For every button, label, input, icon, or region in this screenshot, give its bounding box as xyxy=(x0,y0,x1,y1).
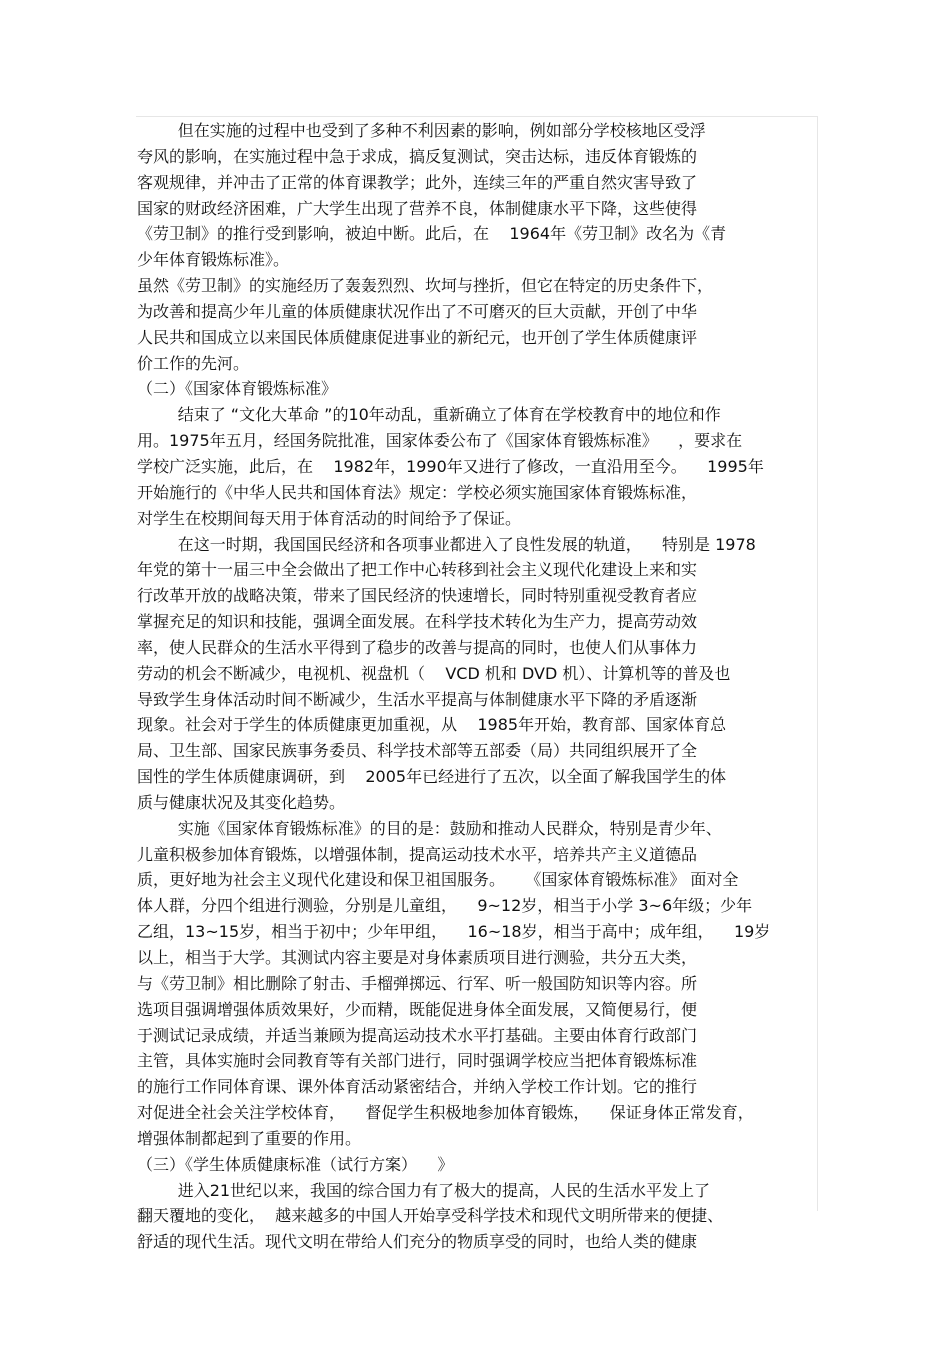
text-line: 增强体制都起到了重要的作用。 xyxy=(137,1128,362,1148)
text-line: 行改革开放的战略决策，带来了国民经济的快速增长，同时特别重视受教育者应 xyxy=(137,586,698,606)
text-line: 《劳卫制》的推行受到影响，被迫中断。此后，在 1964年《劳卫制》改名为《青 xyxy=(137,224,727,244)
text-line: 国家的财政经济困难，广大学生出现了营养不良，体制健康水平下降，这些使得 xyxy=(137,198,698,218)
text-line: 儿童积极参加体育锻炼，以增强体制，提高运动技术水平，培养共产主义道德品 xyxy=(137,844,698,864)
text-line: 主管，具体实施时会同教育等有关部门进行，同时强调学校应当把体育锻炼标准 xyxy=(137,1051,698,1071)
text-line: 于测试记录成绩，并适当兼顾为提高运动技术水平打基础。主要由体育行政部门 xyxy=(137,1025,698,1045)
text-line: 结束了 “文化大革命 ”的10年动乱，重新确立了体育在学校教育中的地位和作 xyxy=(137,405,721,425)
text-line: 但在实施的过程中也受到了多种不利因素的影响，例如部分学校核地区受浮 xyxy=(137,121,706,140)
text-line: 质与健康状况及其变化趋势。 xyxy=(137,792,346,812)
text-line: 为改善和提高少年儿童的体质健康状况作出了不可磨灭的巨大贡献，开创了中华 xyxy=(137,301,698,321)
text-line: 在这一时期，我国国民经济和各项事业都进入了良性发展的轨道， 特别是 1978 xyxy=(137,534,756,554)
text-line: 与《劳卫制》相比删除了射击、手榴弹掷远、行军、听一般国防知识等内容。所 xyxy=(137,973,698,993)
text-line: 的施行工作同体育课、课外体育活动紧密结合，并纳入学校工作计划。它的推行 xyxy=(137,1077,698,1097)
text-line: 客观规律，并冲击了正常的体育课教学；此外，连续三年的严重自然灾害导致了 xyxy=(137,172,698,192)
text-line: 少年体育锻炼标准》。 xyxy=(137,250,290,270)
text-line: 价工作的先河。 xyxy=(137,353,250,373)
text-line: 劳动的机会不断减少，电视机、视盘机（ VCD 机和 DVD 机）、计算机等的普及也 xyxy=(137,663,731,683)
text-line: 选项目强调增强体质效果好，少而精，既能促进身体全面发展，又简便易行，便 xyxy=(137,999,698,1019)
text-line: 现象。社会对于学生的体质健康更加重视，从 1985年开始，教育部、国家体育总 xyxy=(137,715,727,735)
text-line: 国性的学生体质健康调研，到 2005年已经进行了五次，以全面了解我国学生的体 xyxy=(137,767,727,787)
text-line: 对学生在校期间每天用于体育活动的时间给予了保证。 xyxy=(137,508,522,528)
text-line: 局、卫生部、国家民族事务委员、科学技术部等五部委（局）共同组织展开了全 xyxy=(137,741,698,761)
text-line: 学校广泛实施，此后，在 1982年，1990年又进行了修改，一直沿用至今。 1995年 xyxy=(137,456,764,476)
text-line: 质，更好地为社会主义现代化建设和保卫祖国服务。 《国家体育锻炼标准》 面对全 xyxy=(137,870,739,890)
text-line: （三）《学生体质健康标准（试行方案） 》 xyxy=(137,1154,454,1174)
text-line: 率，使人民群众的生活水平得到了稳步的改善与提高的同时，也使人们从事体力 xyxy=(137,637,698,657)
text-line: 乙组，13~15岁，相当于初中；少年甲组， 16~18岁，相当于高中；成年组， 19岁 xyxy=(137,922,771,942)
text-line: 导致学生身体活动时间不断减少，生活水平提高与体制健康水平下降的矛盾逐渐 xyxy=(137,689,698,709)
text-line: 进入21世纪以来，我国的综合国力有了极大的提高，人民的生活水平发上了 xyxy=(137,1180,711,1200)
page-frame-right-edge xyxy=(817,116,818,1211)
text-line: 虽然《劳卫制》的实施经历了轰轰烈烈、坎坷与挫折，但它在特定的历史条件下， xyxy=(137,276,714,296)
text-line: 人民共和国成立以来国民体质健康促进事业的新纪元，也开创了学生体质健康评 xyxy=(137,327,698,347)
document-body xyxy=(137,118,817,1255)
text-line: 对促进全社会关注学校体育， 督促学生积极地参加体育锻炼， 保证身体正常发育， xyxy=(137,1103,754,1123)
text-line: 舒适的现代生活。现代文明在带给人们充分的物质享受的同时，也给人类的健康 xyxy=(137,1232,698,1252)
text-line: 以上，相当于大学。其测试内容主要是对身体素质项目进行测验，共分五大类， xyxy=(137,948,698,967)
text-line: 夸风的影响，在实施过程中急于求成，搞反复测试，突击达标，违反体育锻炼的 xyxy=(137,146,698,166)
text-line: 用。1975年五月，经国务院批准，国家体委公布了《国家体育锻炼标准》 ，要求在 xyxy=(137,431,743,451)
text-line: 掌握充足的知识和技能，强调全面发展。在科学技术转化为生产力，提高劳动效 xyxy=(137,612,698,632)
text-line: 实施《国家体育锻炼标准》的目的是：鼓励和推动人民群众，特别是青少年、 xyxy=(137,818,722,838)
text-line: 开始施行的《中华人民共和国体育法》规定：学校必须实施国家体育锻炼标准， xyxy=(137,482,698,502)
page-frame-top-edge xyxy=(136,116,818,117)
text-line: 年党的第十一届三中全会做出了把工作中心转移到社会主义现代化建设上来和实 xyxy=(137,560,698,580)
text-line: （二）《国家体育锻炼标准》 xyxy=(137,379,338,399)
text-line: 翻天覆地的变化， 越来越多的中国人开始享受科学技术和现代文明所带来的便捷、 xyxy=(137,1206,724,1226)
text-line: 体人群，分四个组进行测验，分别是儿童组， 9~12岁，相当于小学 3~6年级；少年 xyxy=(137,896,753,916)
